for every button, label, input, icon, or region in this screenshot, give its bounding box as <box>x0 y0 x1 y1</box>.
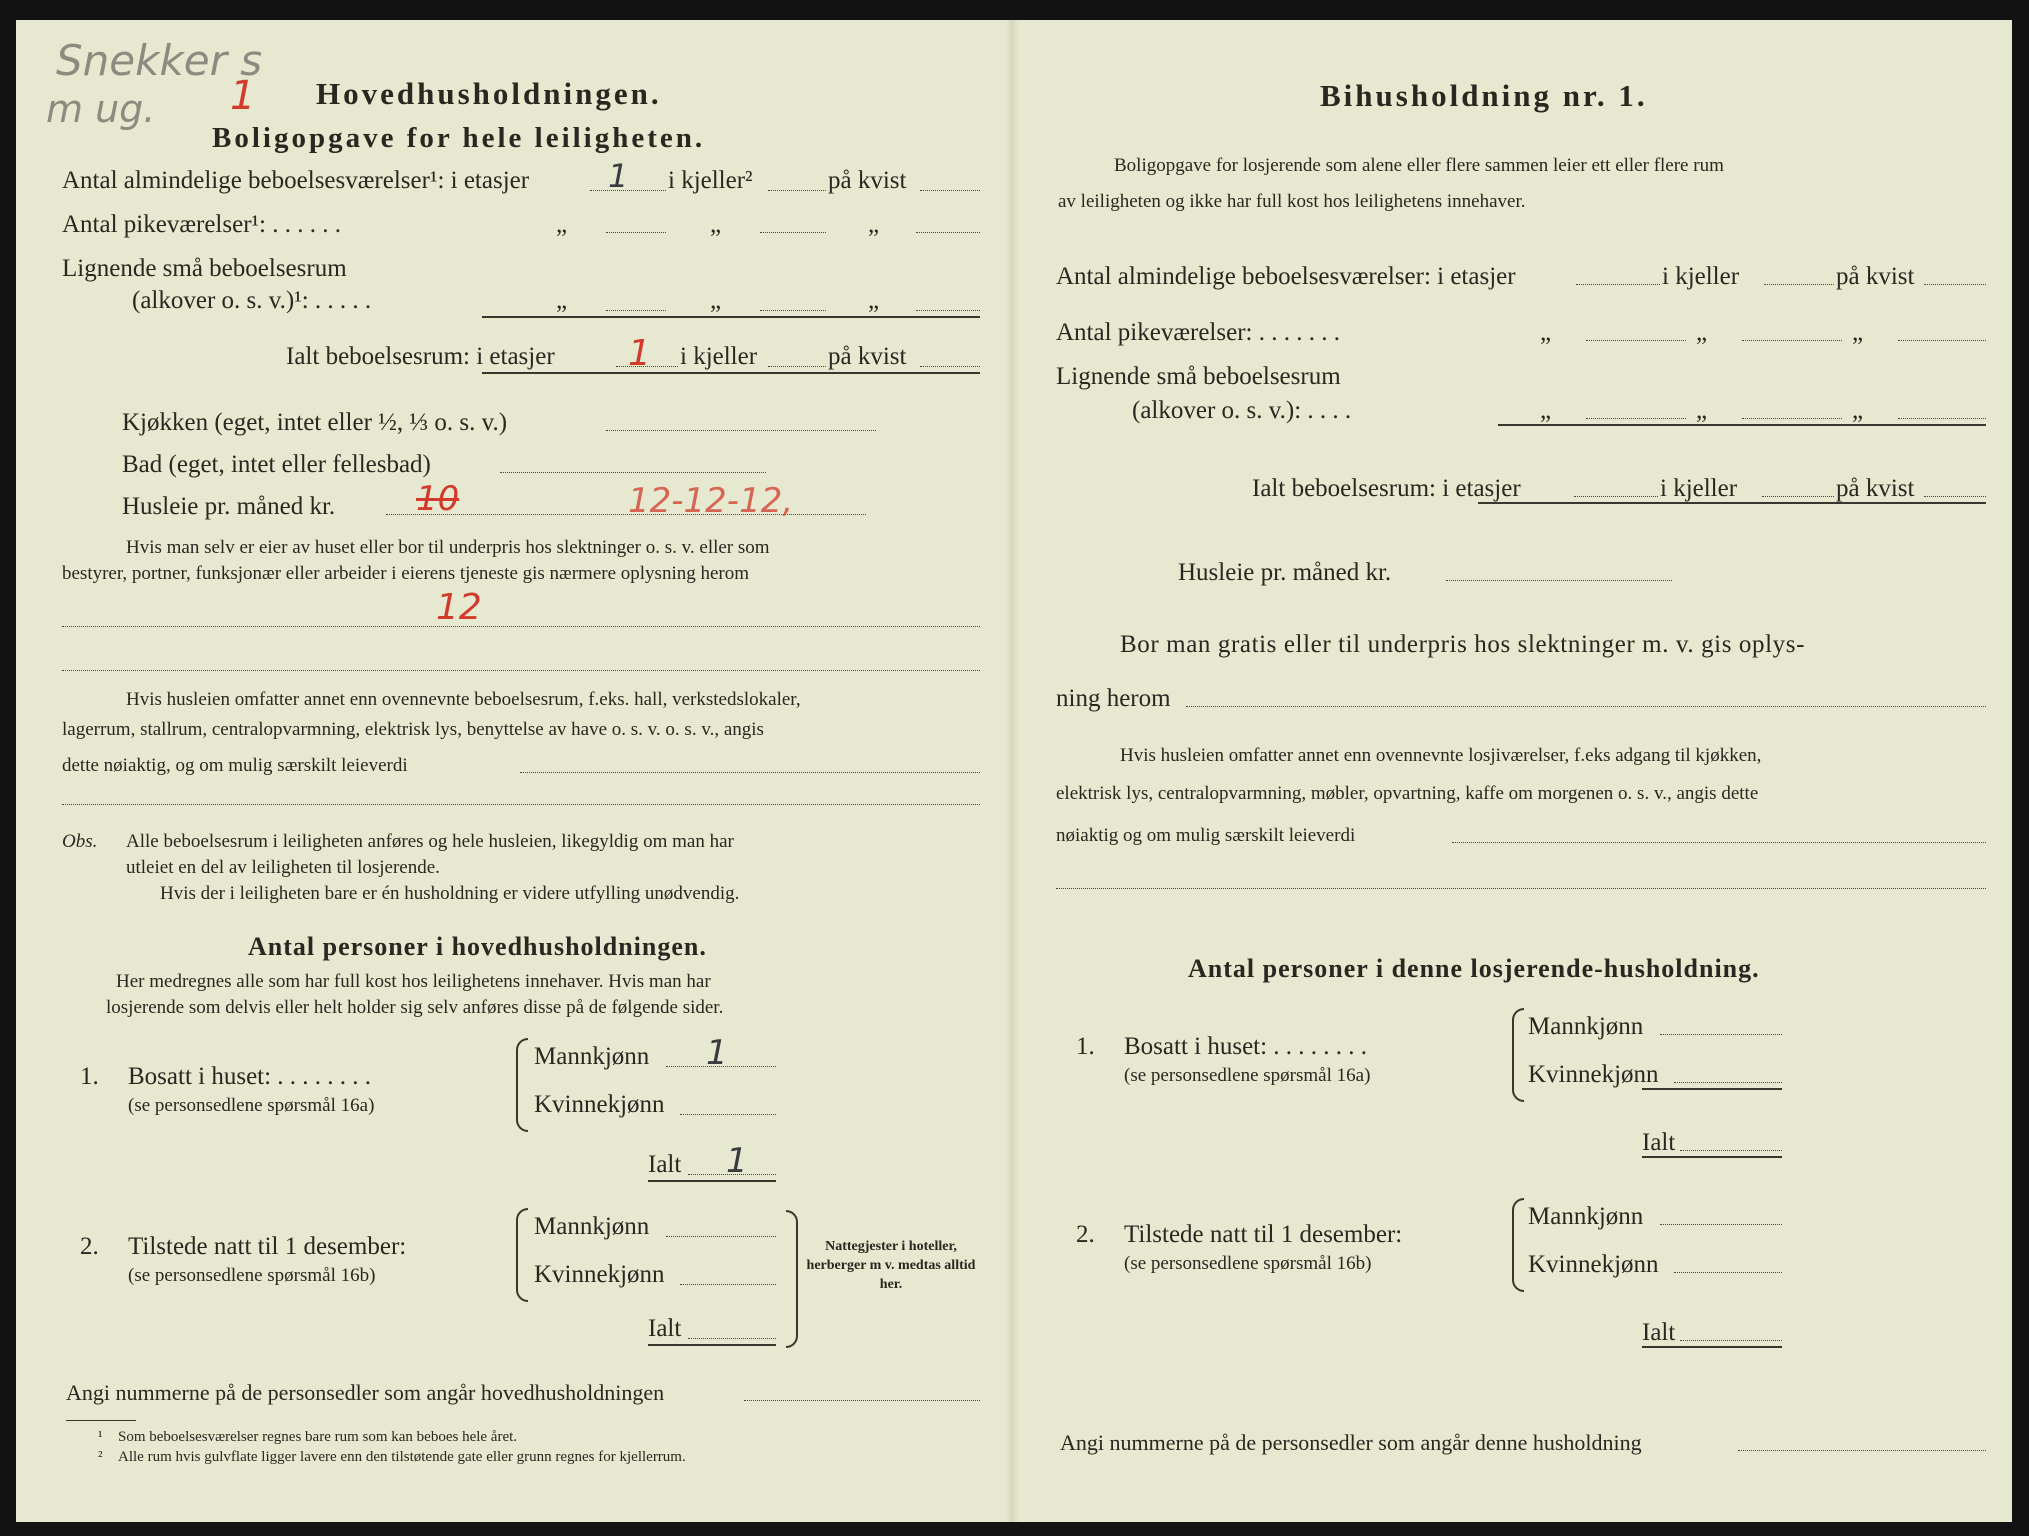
angi-nummerne: Angi nummerne på de personsedler som angår hovedhusholdningen <box>66 1380 665 1405</box>
text-omfatter-3: dette nøiaktig, og om mulig særskilt leieverdi <box>62 755 408 776</box>
field-omfatter[interactable] <box>1452 842 1986 843</box>
field-ialt-kvist[interactable] <box>1924 496 1986 497</box>
field-kjeller[interactable] <box>1764 284 1834 285</box>
field-omfatter-2[interactable] <box>1056 888 1986 889</box>
ditto-4: „ <box>556 287 568 314</box>
q2-mann-label: Mannkjønn <box>1528 1203 1644 1230</box>
ditto-5: „ <box>710 287 722 314</box>
label-kjokken: Kjøkken (eget, intet eller ½, ⅓ o. s. v.) <box>122 409 508 436</box>
field-ialt-etasjer[interactable] <box>1574 496 1658 497</box>
value-husleie: 12-12-12, <box>628 481 794 521</box>
page-title: Hovedhusholdningen. <box>316 76 662 111</box>
label-bad: Bad (eget, intet eller fellesbad) <box>122 451 431 478</box>
text-omfatter-1: Hvis husleien omfatter annet enn ovennevnte beboelsesrum, f.eks. hall, verkstedslokaler, <box>126 689 801 710</box>
field-pike-kjeller[interactable] <box>760 232 826 233</box>
pencil-note-status: m ug. <box>46 87 156 131</box>
q1-ialt-underline <box>1642 1156 1782 1158</box>
field-angi-nummerne[interactable] <box>1738 1450 1986 1451</box>
ditto-4: „ <box>1540 397 1552 424</box>
field-lign-etasjer[interactable] <box>606 310 666 311</box>
ditto-5: „ <box>1696 397 1708 424</box>
q2-mann-field[interactable] <box>1660 1224 1782 1225</box>
persons-text-1: Her medregnes alle som har full kost hos leilighetens innehaver. Hvis man har <box>116 971 711 992</box>
field-lign-kjeller[interactable] <box>760 310 826 311</box>
page-title: Bihusholdning nr. 1. <box>1320 78 1648 113</box>
ditto-2: „ <box>710 211 722 238</box>
text-eier-1: Hvis man selv er eier av huset eller bor til underpris hos slektninger o. s. v. eller som <box>126 537 770 558</box>
q1-ref: (se personsedlene spørsmål 16a) <box>1124 1065 1371 1086</box>
q1-ialt-underline <box>648 1180 776 1182</box>
intro-2: av leiligheten og ikke har full kost hos leilighetens innehaver. <box>1058 191 1526 212</box>
q2-ref: (se personsedlene spørsmål 16b) <box>1124 1253 1372 1274</box>
label-pikevaerelser: Antal pikeværelser¹: . . . . . . <box>62 211 341 238</box>
q2-brace <box>1512 1198 1524 1292</box>
field-omfatter[interactable] <box>520 772 980 773</box>
field-pike-kjeller[interactable] <box>1742 340 1842 341</box>
field-ialt-kjeller[interactable] <box>1762 496 1834 497</box>
sum-line-2 <box>1478 502 1986 504</box>
q1-number: 1. <box>80 1063 99 1090</box>
q2-note-brace <box>786 1210 798 1348</box>
q2-label: Tilstede natt til 1 desember: <box>1124 1221 1403 1248</box>
text-obs-3: Hvis der i leiligheten bare er én husholdning er videre utfylling unødvendig. <box>160 883 740 904</box>
q2-ialt-label: Ialt <box>1642 1319 1676 1346</box>
angi-nummerne: Angi nummerne på de personsedler som angår denne husholdning <box>1060 1430 1642 1455</box>
q1-kvinne-field[interactable] <box>1674 1082 1782 1083</box>
page-fold <box>1006 20 1020 1522</box>
q2-kvinne-label: Kvinnekjønn <box>534 1261 665 1288</box>
label-kjeller: i kjeller <box>1662 263 1740 290</box>
sum-line-1 <box>482 316 980 318</box>
ditto-3: „ <box>868 211 880 238</box>
ditto-6: „ <box>1852 397 1864 424</box>
q1-ialt-value: 1 <box>726 1141 748 1181</box>
ditto-6: „ <box>868 287 880 314</box>
q1-mann-value: 1 <box>706 1033 728 1073</box>
text-omfatter-3: nøiaktig og om mulig særskilt leieverdi <box>1056 825 1356 846</box>
q1-kvinne-label: Kvinnekjønn <box>534 1091 665 1118</box>
sum-line-1 <box>1498 424 1986 426</box>
q2-ialt-field[interactable] <box>688 1338 776 1339</box>
field-eier-oplysning-2[interactable] <box>62 670 980 671</box>
ditto-2: „ <box>1696 319 1708 346</box>
q2-mann-field[interactable] <box>666 1236 776 1237</box>
q1-mann-label: Mannkjønn <box>1528 1013 1644 1040</box>
persons-text-2: losjerende som delvis eller helt holder sig selv anføres disse på de følgende sider. <box>106 997 724 1018</box>
q2-brace <box>516 1208 528 1302</box>
footnote-1: Som beboelsesværelser regnes bare rum som kan beboes hele året. <box>118 1429 518 1445</box>
field-ialt-kjeller[interactable] <box>768 366 826 367</box>
q1-ialt-label: Ialt <box>1642 1129 1676 1156</box>
label-husleie: Husleie pr. måned kr. <box>122 493 336 520</box>
label-ialt-kvist: på kvist <box>1836 475 1915 502</box>
field-bad[interactable] <box>500 472 766 473</box>
label-kvist: på kvist <box>828 167 907 194</box>
field-kvist[interactable] <box>1924 284 1986 285</box>
field-pike-kvist[interactable] <box>916 232 980 233</box>
sum-line-2 <box>482 372 980 374</box>
text-omfatter-2: elektrisk lys, centralopvarmning, møbler, opvartning, kaffe om morgenen o. s. v., angis dette <box>1056 783 1759 804</box>
q2-kvinne-field[interactable] <box>680 1284 776 1285</box>
q1-kvinne-label: Kvinnekjønn <box>1528 1061 1659 1088</box>
text-eier-2: bestyrer, portner, funksjonær eller arbeider i eierens tjeneste gis nærmere oplysning herom <box>62 563 750 584</box>
field-angi-nummerne[interactable] <box>744 1400 980 1401</box>
intro-1: Boligopgave for losjerende som alene eller flere sammen leier ett eller flere rum <box>1114 155 1724 176</box>
field-lign-kvist[interactable] <box>1898 418 1986 419</box>
value-husleie-struck: 10 <box>416 479 460 519</box>
field-gratis[interactable] <box>1186 706 1986 707</box>
footnote-2-mark: ² <box>98 1449 103 1465</box>
q2-ialt-label: Ialt <box>648 1315 682 1342</box>
obs-label: Obs. <box>62 831 98 852</box>
page-subtitle: Boligopgave for hele leiligheten. <box>212 122 706 154</box>
field-etasjer[interactable] <box>1576 284 1660 285</box>
ditto-3: „ <box>1852 319 1864 346</box>
field-ialt-kvist[interactable] <box>920 366 980 367</box>
q1-label: Bosatt i huset: . . . . . . . . <box>128 1063 372 1090</box>
persons-title: Antal personer i hovedhusholdningen. <box>248 932 707 961</box>
footnote-rule <box>66 1420 136 1421</box>
footnote-2: Alle rum hvis gulvflate ligger lavere enn den tilstøtende gate eller grunn regnes for kjellerrum. <box>118 1449 686 1465</box>
label-ialt-kvist: på kvist <box>828 343 907 370</box>
census-form-sheet <box>16 20 2012 1522</box>
q1-mann-label: Mannkjønn <box>534 1043 650 1070</box>
field-kvist[interactable] <box>920 190 980 191</box>
label-pikevaerelser: Antal pikeværelser: . . . . . . . <box>1056 319 1340 346</box>
q2-number: 2. <box>1076 1221 1095 1248</box>
q2-ialt-field[interactable] <box>1680 1340 1782 1341</box>
q2-kvinne-label: Kvinnekjønn <box>1528 1251 1659 1278</box>
q1-brace <box>516 1038 528 1132</box>
label-almindelige-vaerelser: Antal almindelige beboelsesværelser: i etasjer <box>1056 263 1516 290</box>
value-ialt-etasjer: 1 <box>628 333 651 374</box>
field-lign-kjeller[interactable] <box>1742 418 1842 419</box>
field-husleie[interactable] <box>1446 580 1672 581</box>
text-omfatter-2: lagerrum, stallrum, centralopvarmning, elektrisk lys, benyttelse av have o. s. v. o. s. v., angis <box>62 719 764 740</box>
field-pike-etasjer[interactable] <box>1586 340 1686 341</box>
field-kjokken[interactable] <box>606 430 876 431</box>
q2-ialt-underline <box>1642 1346 1782 1348</box>
q2-number: 2. <box>80 1233 99 1260</box>
label-alkover: (alkover o. s. v.)¹: . . . . . <box>132 287 372 314</box>
text-gratis-1: Bor man gratis eller til underpris hos slektninger m. v. gis oplys- <box>1120 631 1806 658</box>
q1-kvinne-field[interactable] <box>680 1114 776 1115</box>
q1-ref: (se personsedlene spørsmål 16a) <box>128 1095 375 1116</box>
persons-title: Antal personer i denne losjerende-husholdning. <box>1188 954 1760 983</box>
q2-kvinne-field[interactable] <box>1674 1272 1782 1273</box>
label-ialt-beboelsesrum: Ialt beboelsesrum: i etasjer <box>286 343 555 370</box>
q1-sum-line <box>1642 1088 1782 1090</box>
pencil-note-occupation: Snekker s <box>56 36 263 85</box>
field-pike-etasjer[interactable] <box>606 232 666 233</box>
field-omfatter-2[interactable] <box>62 804 980 805</box>
label-kjeller: i kjeller² <box>668 167 753 194</box>
q2-ref: (se personsedlene spørsmål 16b) <box>128 1265 376 1286</box>
value-etasjer: 1 <box>608 157 629 195</box>
footnote-1-mark: ¹ <box>98 1429 103 1445</box>
field-lign-etasjer[interactable] <box>1586 418 1686 419</box>
ditto-1: „ <box>1540 319 1552 346</box>
label-lignende-rum: Lignende små beboelsesrum <box>1056 363 1341 390</box>
text-obs-2: utleiet en del av leiligheten til losjerende. <box>126 857 440 878</box>
q1-ialt-label: Ialt <box>648 1151 682 1178</box>
q1-label: Bosatt i huset: . . . . . . . . <box>1124 1033 1368 1060</box>
q1-number: 1. <box>1076 1033 1095 1060</box>
label-ialt-kjeller: i kjeller <box>680 343 758 370</box>
label-almindelige-vaerelser: Antal almindelige beboelsesværelser¹: i etasjer <box>62 167 530 194</box>
label-kvist: på kvist <box>1836 263 1915 290</box>
field-lign-kvist[interactable] <box>916 310 980 311</box>
natt-note: Nattegjester i hoteller, herberger m v. medtas alltid her. <box>806 1239 976 1292</box>
text-gratis-2: ning herom <box>1056 685 1171 712</box>
right-page-bihusholdning <box>1020 20 2012 1522</box>
left-page-hovedhusholdning <box>16 20 1006 1522</box>
text-obs-1: Alle beboelsesrum i leiligheten anføres og hele husleien, likegyldig om man har <box>126 831 734 852</box>
label-lignende-rum: Lignende små beboelsesrum <box>62 255 347 282</box>
red-mark-number: 1 <box>230 73 256 119</box>
q2-label: Tilstede natt til 1 desember: <box>128 1233 407 1260</box>
label-alkover: (alkover o. s. v.): . . . . <box>1132 397 1352 424</box>
field-pike-kvist[interactable] <box>1898 340 1986 341</box>
value-note: 12 <box>436 587 482 628</box>
text-omfatter-1: Hvis husleien omfatter annet enn ovennevnte losjiværelser, f.eks adgang til kjøkken, <box>1120 745 1762 766</box>
label-husleie: Husleie pr. måned kr. <box>1178 559 1392 586</box>
field-eier-oplysning[interactable] <box>62 626 980 627</box>
q1-brace <box>1512 1008 1524 1102</box>
label-ialt-beboelsesrum: Ialt beboelsesrum: i etasjer <box>1252 475 1521 502</box>
q1-ialt-field[interactable] <box>1680 1150 1782 1151</box>
field-kjeller[interactable] <box>768 190 826 191</box>
q2-mann-label: Mannkjønn <box>534 1213 650 1240</box>
q1-mann-field[interactable] <box>1660 1034 1782 1035</box>
label-ialt-kjeller: i kjeller <box>1660 475 1738 502</box>
q2-ialt-underline <box>648 1344 776 1346</box>
ditto-1: „ <box>556 211 568 238</box>
